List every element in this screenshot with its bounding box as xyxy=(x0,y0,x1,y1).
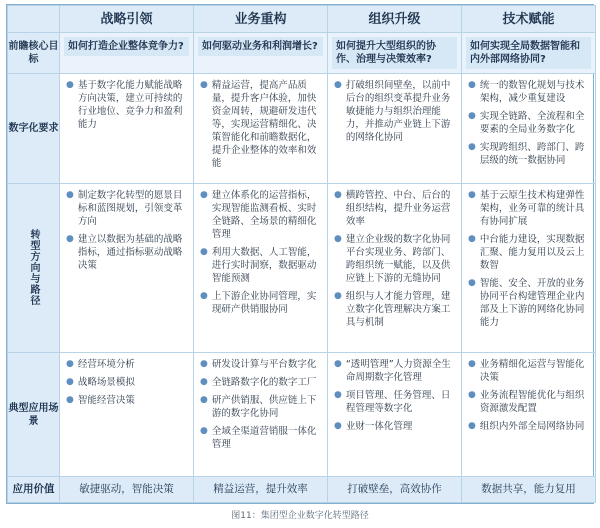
list-item-text: 智能经营决策 xyxy=(77,395,135,407)
list-item xyxy=(66,189,187,228)
list-item xyxy=(200,290,321,316)
bullet-icon: ● xyxy=(334,80,342,91)
column-header-strategy: 战略引领 xyxy=(60,6,194,33)
bullet-icon: ● xyxy=(468,233,476,244)
list-item-text: 中台能力建设，实现数据汇聚、能力复用以及云上数智 xyxy=(479,233,585,271)
bullet-icon: ● xyxy=(468,142,476,153)
list-item xyxy=(200,358,321,371)
bullet-icon: ● xyxy=(66,233,74,244)
bullet-icon: ● xyxy=(468,277,476,288)
cell-content xyxy=(194,353,327,461)
table-cell xyxy=(194,33,328,74)
strategy-table-frame xyxy=(6,4,594,504)
bullet-icon: ● xyxy=(468,421,476,432)
list-item-text: 基于云原生技术构建弹性架构，业务可靠的统计具有协同扩展 xyxy=(479,189,585,227)
list-item xyxy=(66,376,187,389)
table-cell xyxy=(194,353,328,476)
table-cell xyxy=(60,353,194,476)
column-header-technology: 技术赋能 xyxy=(462,6,596,33)
table-cell xyxy=(194,74,328,183)
core-question: 如何实现全局数据智能和内外部网络协同? xyxy=(466,37,591,69)
list-item-text: 研产供销服、供应链上下游的数字化协同 xyxy=(211,395,317,420)
list-item xyxy=(468,141,589,167)
bullet-icon: ● xyxy=(468,80,476,91)
bullet-icon: ● xyxy=(200,80,208,91)
cell-content xyxy=(60,353,193,417)
list-item-text: 组织内外部全局网络协同 xyxy=(479,421,585,433)
value-row-header: 应用价值 xyxy=(8,476,60,502)
list-item-text: 业务精细化运营与智能化决策 xyxy=(479,359,585,384)
list-item xyxy=(200,376,321,389)
list-item xyxy=(468,420,589,433)
bullet-icon: ● xyxy=(200,246,208,257)
bullet-icon: ● xyxy=(468,111,476,122)
list-item xyxy=(334,79,455,144)
value-cell: 打破壁垒，高效协作 xyxy=(328,476,462,502)
bullet-icon: ● xyxy=(334,233,342,244)
bullet-icon: ● xyxy=(66,359,74,370)
list-item xyxy=(200,189,321,241)
list-item xyxy=(200,79,321,170)
list-item-text: 建立以数据为基础的战略指标，通过指标驱动战略决策 xyxy=(77,233,183,271)
bullet-icon: ● xyxy=(66,80,74,91)
table-cell xyxy=(60,183,194,353)
list-item-text: 上下游企业协同管理，实现研产供销服协同 xyxy=(211,290,317,315)
bullet-icon: ● xyxy=(334,359,342,370)
list-item xyxy=(468,358,589,384)
list-item-text: 统一的数智化规划与技术架构，减少重复建设 xyxy=(479,80,585,105)
bullet-icon: ● xyxy=(66,189,74,200)
list-item xyxy=(468,233,589,272)
list-item-text: 实现全链路、全流程和全要素的全局业务数字化 xyxy=(479,111,585,136)
list-item xyxy=(334,290,455,329)
cell-content xyxy=(194,184,327,326)
table-cell xyxy=(462,353,596,476)
row-header xyxy=(8,74,60,183)
list-item-text: “透明管理”人力资源全生命周期数字化管理 xyxy=(345,359,451,384)
list-item xyxy=(200,425,321,451)
list-item-text: 精益运营，提高产品质量，提升客户体验，加快资金周转，规避研发违代等，实现运营精细化、决策智能化和前瞻数据化，提升企业整体的效率和效能 xyxy=(211,80,317,170)
table-cell xyxy=(462,33,596,74)
cell-content xyxy=(194,74,327,180)
list-item xyxy=(200,394,321,420)
list-item-text: 打破组织间壁垒，以前中后台的组织变革提升业务敏捷能力与组织治理能力，并推动产业链上下游的网络化协同 xyxy=(345,80,451,144)
list-item-text: 业务流程智能优化与组织资源激发配置 xyxy=(479,390,585,415)
list-item xyxy=(468,79,589,105)
list-item-text: 实现跨组织、跨部门、跨层级的统一数据协同 xyxy=(479,142,585,167)
bullet-icon: ● xyxy=(200,290,208,301)
list-item-text: 战略场景模拟 xyxy=(77,377,135,389)
table-row xyxy=(8,183,596,353)
bullet-icon: ● xyxy=(334,390,342,401)
bullet-icon: ● xyxy=(200,359,208,370)
cell-content xyxy=(328,184,461,339)
bullet-icon: ● xyxy=(200,426,208,437)
list-item xyxy=(334,358,455,384)
list-item xyxy=(468,189,589,228)
row-header xyxy=(8,183,60,353)
list-item-text: 利用大数据、人工智能，进行实时洞察，数据驱动智能预测 xyxy=(211,246,317,284)
cell-content xyxy=(328,74,461,154)
table-cell xyxy=(60,33,194,74)
list-item xyxy=(468,389,589,415)
list-item-text: 业财一体化管理 xyxy=(345,421,413,433)
list-item-text: 经营环境分析 xyxy=(77,359,135,371)
core-question: 如何提升大型组织的协作、治理与决策效率? xyxy=(332,37,457,69)
value-row xyxy=(8,476,596,502)
table-cell xyxy=(462,183,596,353)
cell-content xyxy=(328,353,461,443)
bullet-icon: ● xyxy=(468,189,476,200)
bullet-icon: ● xyxy=(334,290,342,301)
bullet-icon: ● xyxy=(200,189,208,200)
list-item-text: 研发设计算与平台数字化 xyxy=(211,359,317,371)
table-cell xyxy=(462,74,596,183)
table-row xyxy=(8,33,596,74)
list-item-text: 全域全渠道营销服一体化管理 xyxy=(211,426,317,451)
cell-content xyxy=(60,184,193,282)
bullet-icon: ● xyxy=(468,390,476,401)
list-item-text: 项目管理、任务管理、日程管理等数字化 xyxy=(345,390,451,415)
core-question: 如何打造企业整体竞争力? xyxy=(64,37,189,56)
list-item xyxy=(200,246,321,285)
core-question: 如何驱动业务和利润增长? xyxy=(198,37,323,56)
row-header-label: 典型应用场景 xyxy=(8,402,59,427)
cell-content xyxy=(462,353,595,443)
bullet-icon: ● xyxy=(334,421,342,432)
list-item xyxy=(66,394,187,407)
value-cell: 精益运营，提升效率 xyxy=(194,476,328,502)
table-cell xyxy=(194,183,328,353)
list-item-text: 横跨管控、中台、后台的组织结构，提升业务运营效率 xyxy=(345,189,451,227)
list-item xyxy=(334,389,455,415)
row-header xyxy=(8,353,60,476)
corner-cell xyxy=(8,6,60,33)
list-item xyxy=(66,233,187,272)
list-item xyxy=(334,420,455,433)
row-header-label: 数字化要求 xyxy=(8,123,59,135)
bullet-icon: ● xyxy=(66,395,74,406)
row-header-label: 转型方向与路径 xyxy=(28,229,39,307)
list-item xyxy=(66,79,187,131)
list-item-text: 建立企业级的数字化协同平台实现业务、跨部门、跨组织统一赋能，以及供应链上下游的无缝协同 xyxy=(345,233,451,284)
bullet-icon: ● xyxy=(200,395,208,406)
cell-content xyxy=(60,74,193,141)
cell-content xyxy=(462,184,595,339)
list-item xyxy=(334,233,455,285)
list-item-text: 组织与人才能力管理，建立数字化管理解决方案工具与机制 xyxy=(345,290,451,328)
table-cell xyxy=(328,183,462,353)
bullet-icon: ● xyxy=(468,359,476,370)
figure-caption: 图11：集团型企业数字化转型路径 xyxy=(231,511,369,521)
list-item-text: 建立体系化的运营指标，实现智能监测看板、实时全链路、全场景的精细化管理 xyxy=(211,189,317,240)
list-item-text: 智能、安全、开放的业务协同平台构建管理企业内部及上下游的网络化协同能力 xyxy=(479,277,585,328)
list-item-text: 全链路数字化的数字工厂 xyxy=(211,377,317,389)
list-item xyxy=(66,358,187,371)
cell-content xyxy=(462,74,595,177)
value-cell: 数据共享，能力复用 xyxy=(462,476,596,502)
table-row xyxy=(8,353,596,476)
table-cell xyxy=(328,74,462,183)
list-item xyxy=(334,189,455,228)
row-header xyxy=(8,33,60,74)
bullet-icon: ● xyxy=(334,189,342,200)
list-item xyxy=(468,110,589,136)
list-item-text: 基于数字化能力赋能战略方向决策，建立可持续的行业地位、竞争力和盈利能力 xyxy=(77,80,183,131)
table-cell xyxy=(328,33,462,74)
transformation-matrix xyxy=(7,5,596,503)
list-item xyxy=(468,277,589,329)
table-cell xyxy=(328,353,462,476)
bullet-icon: ● xyxy=(200,377,208,388)
list-item-text: 制定数字化转型的愿景目标和蓝图规划，引领变革方向 xyxy=(77,189,183,227)
table-cell xyxy=(60,74,194,183)
column-header-organization: 组织升级 xyxy=(328,6,462,33)
column-header-business: 业务重构 xyxy=(194,6,328,33)
bullet-icon: ● xyxy=(66,377,74,388)
table-row xyxy=(8,74,596,183)
value-cell: 敏捷驱动，智能决策 xyxy=(60,476,194,502)
row-header-label: 前瞻核心目标 xyxy=(8,41,59,66)
